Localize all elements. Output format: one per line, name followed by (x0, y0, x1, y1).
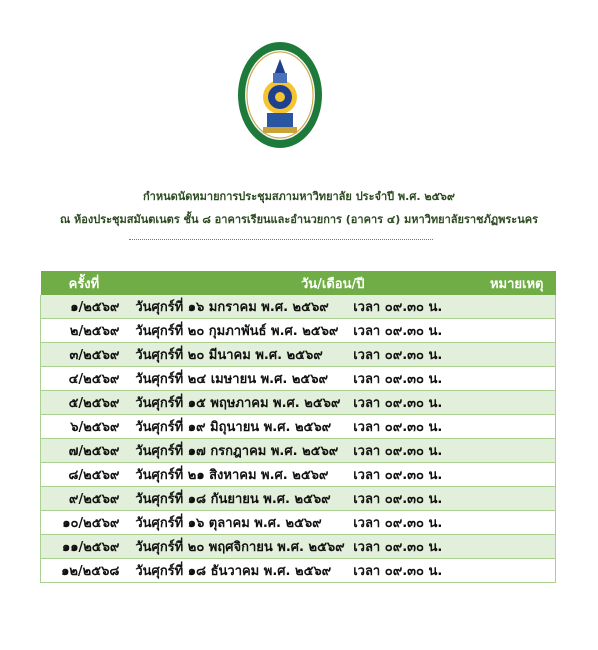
document-title: กำหนดนัดหมายการประชุมสภามหาวิทยาลัย ประจำปี พ.ศ. ๒๕๖๙ (143, 190, 455, 203)
cell-date: วันศุกร์ที่ ๒๑ สิงหาคม พ.ศ. ๒๕๖๙ (127, 463, 353, 487)
table-header-row (41, 271, 556, 295)
cell-date: วันศุกร์ที่ ๑๘ กันยายน พ.ศ. ๒๕๖๙ (127, 487, 353, 511)
cell-no: ๒/๒๕๖๙ (41, 319, 128, 343)
cell-no: ๙/๒๕๖๙ (41, 487, 128, 511)
cell-date: วันศุกร์ที่ ๑๘ ธันวาคม พ.ศ. ๒๕๖๙ (127, 559, 353, 583)
cell-date: วันศุกร์ที่ ๒๐ พฤศจิกายน พ.ศ. ๒๕๖๙ (127, 535, 353, 559)
cell-time: เวลา ๐๙.๓๐ น. (353, 391, 458, 415)
cell-date: วันศุกร์ที่ ๒๔ เมษายน พ.ศ. ๒๕๖๙ (127, 367, 353, 391)
cell-note (458, 487, 555, 511)
cell-time: เวลา ๐๙.๓๐ น. (353, 415, 458, 439)
cell-no: ๓/๒๕๖๙ (41, 343, 128, 367)
cell-time: เวลา ๐๙.๓๐ น. (353, 463, 458, 487)
table-row (41, 535, 556, 559)
cell-no: ๑๒/๒๕๖๘ (41, 559, 128, 583)
header-date: วัน/เดือน/ปี (127, 271, 458, 295)
cell-note (458, 319, 555, 343)
cell-date: วันศุกร์ที่ ๒๐ มีนาคม พ.ศ. ๒๕๖๙ (127, 343, 353, 367)
cell-date: วันศุกร์ที่ ๑๙ มิถุนายน พ.ศ. ๒๕๖๙ (127, 415, 353, 439)
dotted-divider (129, 239, 433, 240)
meeting-schedule-table (40, 271, 556, 583)
cell-time: เวลา ๐๙.๓๐ น. (353, 439, 458, 463)
cell-no: ๘/๒๕๖๙ (41, 463, 128, 487)
table-row (41, 511, 556, 535)
cell-no: ๑๑/๒๕๖๙ (41, 535, 128, 559)
header-note: หมายเหตุ (458, 271, 555, 295)
cell-no: ๔/๒๕๖๙ (41, 367, 128, 391)
cell-no: ๕/๒๕๖๙ (41, 391, 128, 415)
cell-time: เวลา ๐๙.๓๐ น. (353, 319, 458, 343)
cell-note (458, 367, 555, 391)
table-row (41, 487, 556, 511)
cell-note (458, 463, 555, 487)
cell-time: เวลา ๐๙.๓๐ น. (353, 343, 458, 367)
cell-note (458, 415, 555, 439)
cell-time: เวลา ๐๙.๓๐ น. (353, 511, 458, 535)
cell-time: เวลา ๐๙.๓๐ น. (353, 535, 458, 559)
cell-no: ๑/๒๕๖๙ (41, 295, 128, 319)
cell-no: ๑๐/๒๕๖๙ (41, 511, 128, 535)
table-row (41, 415, 556, 439)
cell-date: วันศุกร์ที่ ๑๕ พฤษภาคม พ.ศ. ๒๕๖๙ (127, 391, 353, 415)
cell-time: เวลา ๐๙.๓๐ น. (353, 295, 458, 319)
table-row (41, 367, 556, 391)
cell-note (458, 343, 555, 367)
table-row (41, 319, 556, 343)
cell-note (458, 535, 555, 559)
cell-time: เวลา ๐๙.๓๐ น. (353, 559, 458, 583)
table-row (41, 295, 556, 319)
header-no: ครั้งที่ (41, 271, 128, 295)
university-logo (237, 41, 323, 149)
table-row (41, 391, 556, 415)
table-row (41, 439, 556, 463)
cell-date: วันศุกร์ที่ ๑๖ มกราคม พ.ศ. ๒๕๖๙ (127, 295, 353, 319)
table-row (41, 559, 556, 583)
cell-note (458, 439, 555, 463)
cell-time: เวลา ๐๙.๓๐ น. (353, 367, 458, 391)
cell-date: วันศุกร์ที่ ๑๖ ตุลาคม พ.ศ. ๒๕๖๙ (127, 511, 353, 535)
table-row (41, 463, 556, 487)
cell-time: เวลา ๐๙.๓๐ น. (353, 487, 458, 511)
cell-date: วันศุกร์ที่ ๑๗ กรกฎาคม พ.ศ. ๒๕๖๙ (127, 439, 353, 463)
cell-no: ๗/๒๕๖๙ (41, 439, 128, 463)
cell-note (458, 511, 555, 535)
cell-note (458, 391, 555, 415)
table-row (41, 343, 556, 367)
cell-no: ๖/๒๕๖๙ (41, 415, 128, 439)
university-seal-icon (237, 41, 323, 149)
cell-note (458, 559, 555, 583)
cell-date: วันศุกร์ที่ ๒๐ กุมภาพันธ์ พ.ศ. ๒๕๖๙ (127, 319, 353, 343)
cell-note (458, 295, 555, 319)
document-subtitle: ณ ห้องประชุมสมันตเนตร ชั้น ๘ อาคารเรียนและอำนวยการ (อาคาร ๔) มหาวิทยาลัยราชภัฏพระนคร (59, 213, 539, 226)
